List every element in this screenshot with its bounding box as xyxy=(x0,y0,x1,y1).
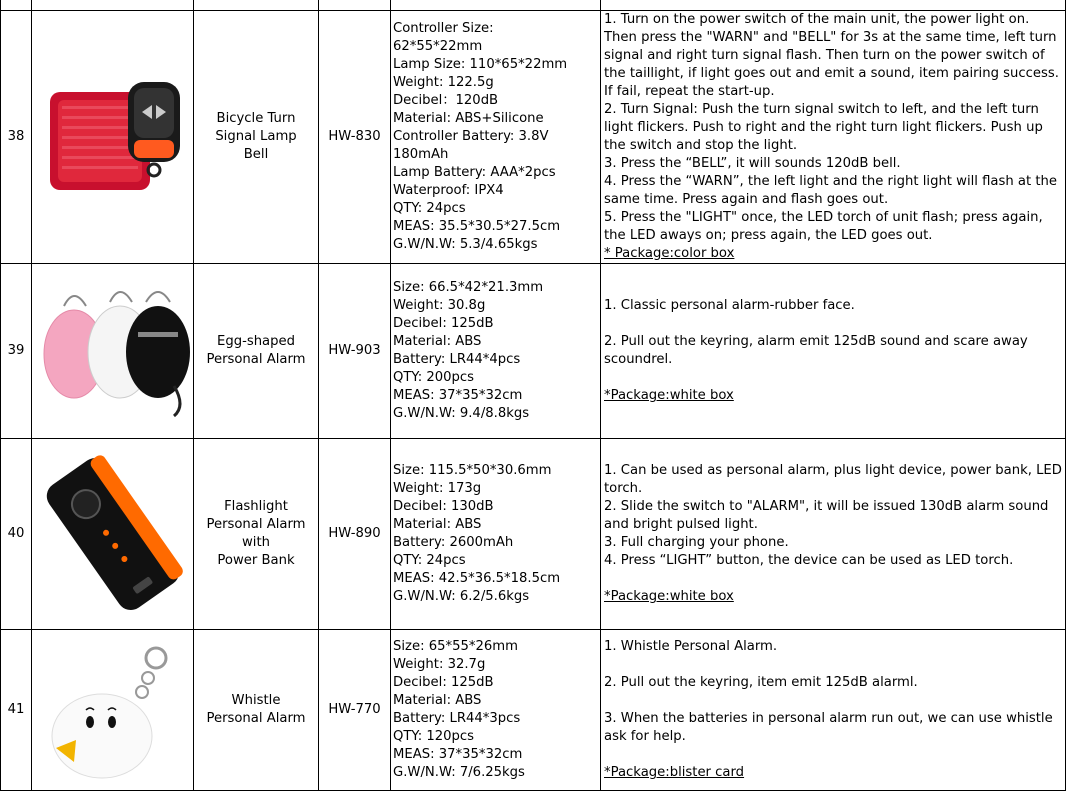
spec-line: QTY: 24pcs xyxy=(393,201,466,216)
spec-line: Size: 115.5*50*30.6mm xyxy=(393,463,552,478)
spec-list xyxy=(391,11,601,264)
spec-line: Decibel: 130dB xyxy=(393,499,494,514)
spec-line: Size: 66.5*42*21.3mm xyxy=(393,280,544,295)
model-number: HW-770 xyxy=(319,630,391,791)
spec-line: Lamp Battery: AAA*2pcs xyxy=(393,165,556,180)
spec-line: G.W/N.W: 7/6.25kgs xyxy=(393,765,525,780)
name-line: Personal Alarm xyxy=(206,711,306,726)
name-line: Personal Alarm xyxy=(206,352,306,367)
spec-line: G.W/N.W: 5.3/4.65kgs xyxy=(393,237,538,252)
spec-line: MEAS: 35.5*30.5*27.5cm xyxy=(393,219,561,234)
table-row xyxy=(1,630,1066,791)
description xyxy=(601,264,1066,439)
spec-line: 62*55*22mm xyxy=(393,39,483,54)
spec-line: QTY: 200pcs xyxy=(393,370,475,385)
description xyxy=(601,439,1066,630)
name-line: Bicycle Turn xyxy=(216,111,296,126)
desc-paragraph: 2. Slide the switch to "ALARM", it will be issued 130dB alarm sound and bright pulsed light. xyxy=(604,499,1049,532)
description xyxy=(601,630,1066,791)
spec-line: G.W/N.W: 9.4/8.8kgs xyxy=(393,406,530,421)
spec-line: Material: ABS xyxy=(393,517,482,532)
product-name xyxy=(194,630,319,791)
item-number: 39 xyxy=(1,264,32,439)
product-image-whistle-alarm xyxy=(32,630,194,791)
spec-line: Weight: 173g xyxy=(393,481,482,496)
description xyxy=(601,11,1066,264)
spec-line: 180mAh xyxy=(393,147,449,162)
desc-paragraph: 3. When the batteries in personal alarm run out, we can use whistle ask for help. xyxy=(604,711,1053,744)
product-name xyxy=(194,11,319,264)
package-info: *Package:blister card xyxy=(604,765,745,780)
spec-line: Battery: 2600mAh xyxy=(393,535,514,550)
name-line: with xyxy=(242,535,270,550)
spec-line: Size: 65*55*26mm xyxy=(393,639,518,654)
spec-line: QTY: 120pcs xyxy=(393,729,475,744)
desc-paragraph: 1. Turn on the power switch of the main unit, the power light on. Then press the "WARN" and "BELL" for 3s at the same time, left turn signal and right turn signal flash. Then turn on the power switch of the taillight, if light goes out and emit a sound, item pairing success. If fail, repeat the start-up. xyxy=(604,12,1059,99)
desc-paragraph: 1. Whistle Personal Alarm. xyxy=(604,639,778,654)
spec-line: Decibel：120dB xyxy=(393,93,499,108)
spec-line: Material: ABS xyxy=(393,334,482,349)
table-row xyxy=(1,264,1066,439)
egg-alarm-icon xyxy=(34,276,192,426)
item-number: 38 xyxy=(1,11,32,264)
desc-paragraph: 1. Classic personal alarm-rubber face. xyxy=(604,298,855,313)
spec-line: MEAS: 37*35*32cm xyxy=(393,388,523,403)
spec-line: QTY: 24pcs xyxy=(393,553,466,568)
name-line: Bell xyxy=(243,147,269,162)
table-row-top-stub xyxy=(1,0,1066,11)
name-line: Whistle xyxy=(231,693,281,708)
flashlight-powerbank-icon xyxy=(38,449,188,619)
product-image-egg-alarm xyxy=(32,264,194,439)
product-name xyxy=(194,439,319,630)
spec-list xyxy=(391,264,601,439)
spec-line: Material: ABS+Silicone xyxy=(393,111,544,126)
name-line: Personal Alarm xyxy=(206,517,306,532)
spec-line: Material: ABS xyxy=(393,693,482,708)
package-info: *Package:white box xyxy=(604,388,734,403)
desc-paragraph: 4. Press “LIGHT” button, the device can be used as LED torch. xyxy=(604,553,1014,568)
spec-list xyxy=(391,439,601,630)
model-number: HW-830 xyxy=(319,11,391,264)
spec-line: Weight: 30.8g xyxy=(393,298,486,313)
whistle-alarm-icon xyxy=(38,636,188,784)
spec-line: Battery: LR44*3pcs xyxy=(393,711,521,726)
spec-line: MEAS: 37*35*32cm xyxy=(393,747,523,762)
desc-paragraph: 3. Press the “BELL”, it will sounds 120dB bell. xyxy=(604,156,901,171)
package-info: * Package:color box xyxy=(604,246,735,261)
spec-line: Controller Battery: 3.8V xyxy=(393,129,549,144)
name-line: Egg-shaped xyxy=(217,334,295,349)
table-row xyxy=(1,11,1066,264)
model-number: HW-903 xyxy=(319,264,391,439)
spec-line: Lamp Size: 110*65*22mm xyxy=(393,57,568,72)
item-number: 40 xyxy=(1,439,32,630)
spec-line: Battery: LR44*4pcs xyxy=(393,352,521,367)
desc-paragraph: 4. Press the “WARN”, the left light and the right light will flash at the same time. Press again and flash goes out. xyxy=(604,174,1058,207)
spec-line: Decibel: 125dB xyxy=(393,316,494,331)
product-name xyxy=(194,264,319,439)
spec-list xyxy=(391,630,601,791)
product-image-bicycle-lamp xyxy=(32,11,194,264)
package-info: *Package:white box xyxy=(604,589,734,604)
desc-paragraph: 2. Pull out the keyring, item emit 125dB alarml. xyxy=(604,675,918,690)
spec-line: MEAS: 42.5*36.5*18.5cm xyxy=(393,571,561,586)
bicycle-lamp-icon xyxy=(38,72,188,202)
spec-line: Weight: 32.7g xyxy=(393,657,486,672)
desc-paragraph: 5. Press the "LIGHT" once, the LED torch of unit flash; press again, the LED aways on; press again, the LED goes out. xyxy=(604,210,1043,243)
desc-paragraph: 1. Can be used as personal alarm, plus light device, power bank, LED torch. xyxy=(604,463,1062,496)
spec-line: Waterproof: IPX4 xyxy=(393,183,504,198)
spec-line: Weight: 122.5g xyxy=(393,75,494,90)
table-row xyxy=(1,439,1066,630)
name-line: Flashlight xyxy=(224,499,288,514)
spec-line: Controller Size: xyxy=(393,21,494,36)
spec-line: Decibel: 125dB xyxy=(393,675,494,690)
model-number: HW-890 xyxy=(319,439,391,630)
desc-paragraph: 3. Full charging your phone. xyxy=(604,535,789,550)
name-line: Power Bank xyxy=(217,553,295,568)
spec-line: G.W/N.W: 6.2/5.6kgs xyxy=(393,589,530,604)
desc-paragraph: 2. Pull out the keyring, alarm emit 125dB sound and scare away scoundrel. xyxy=(604,334,1028,367)
product-image-flashlight-powerbank xyxy=(32,439,194,630)
name-line: Signal Lamp xyxy=(215,129,297,144)
desc-paragraph: 2. Turn Signal: Push the turn signal switch to left, and the left turn light flickers. Push to right and the right turn light flickers. Push up the switch and stop the light. xyxy=(604,102,1043,153)
item-number: 41 xyxy=(1,630,32,791)
